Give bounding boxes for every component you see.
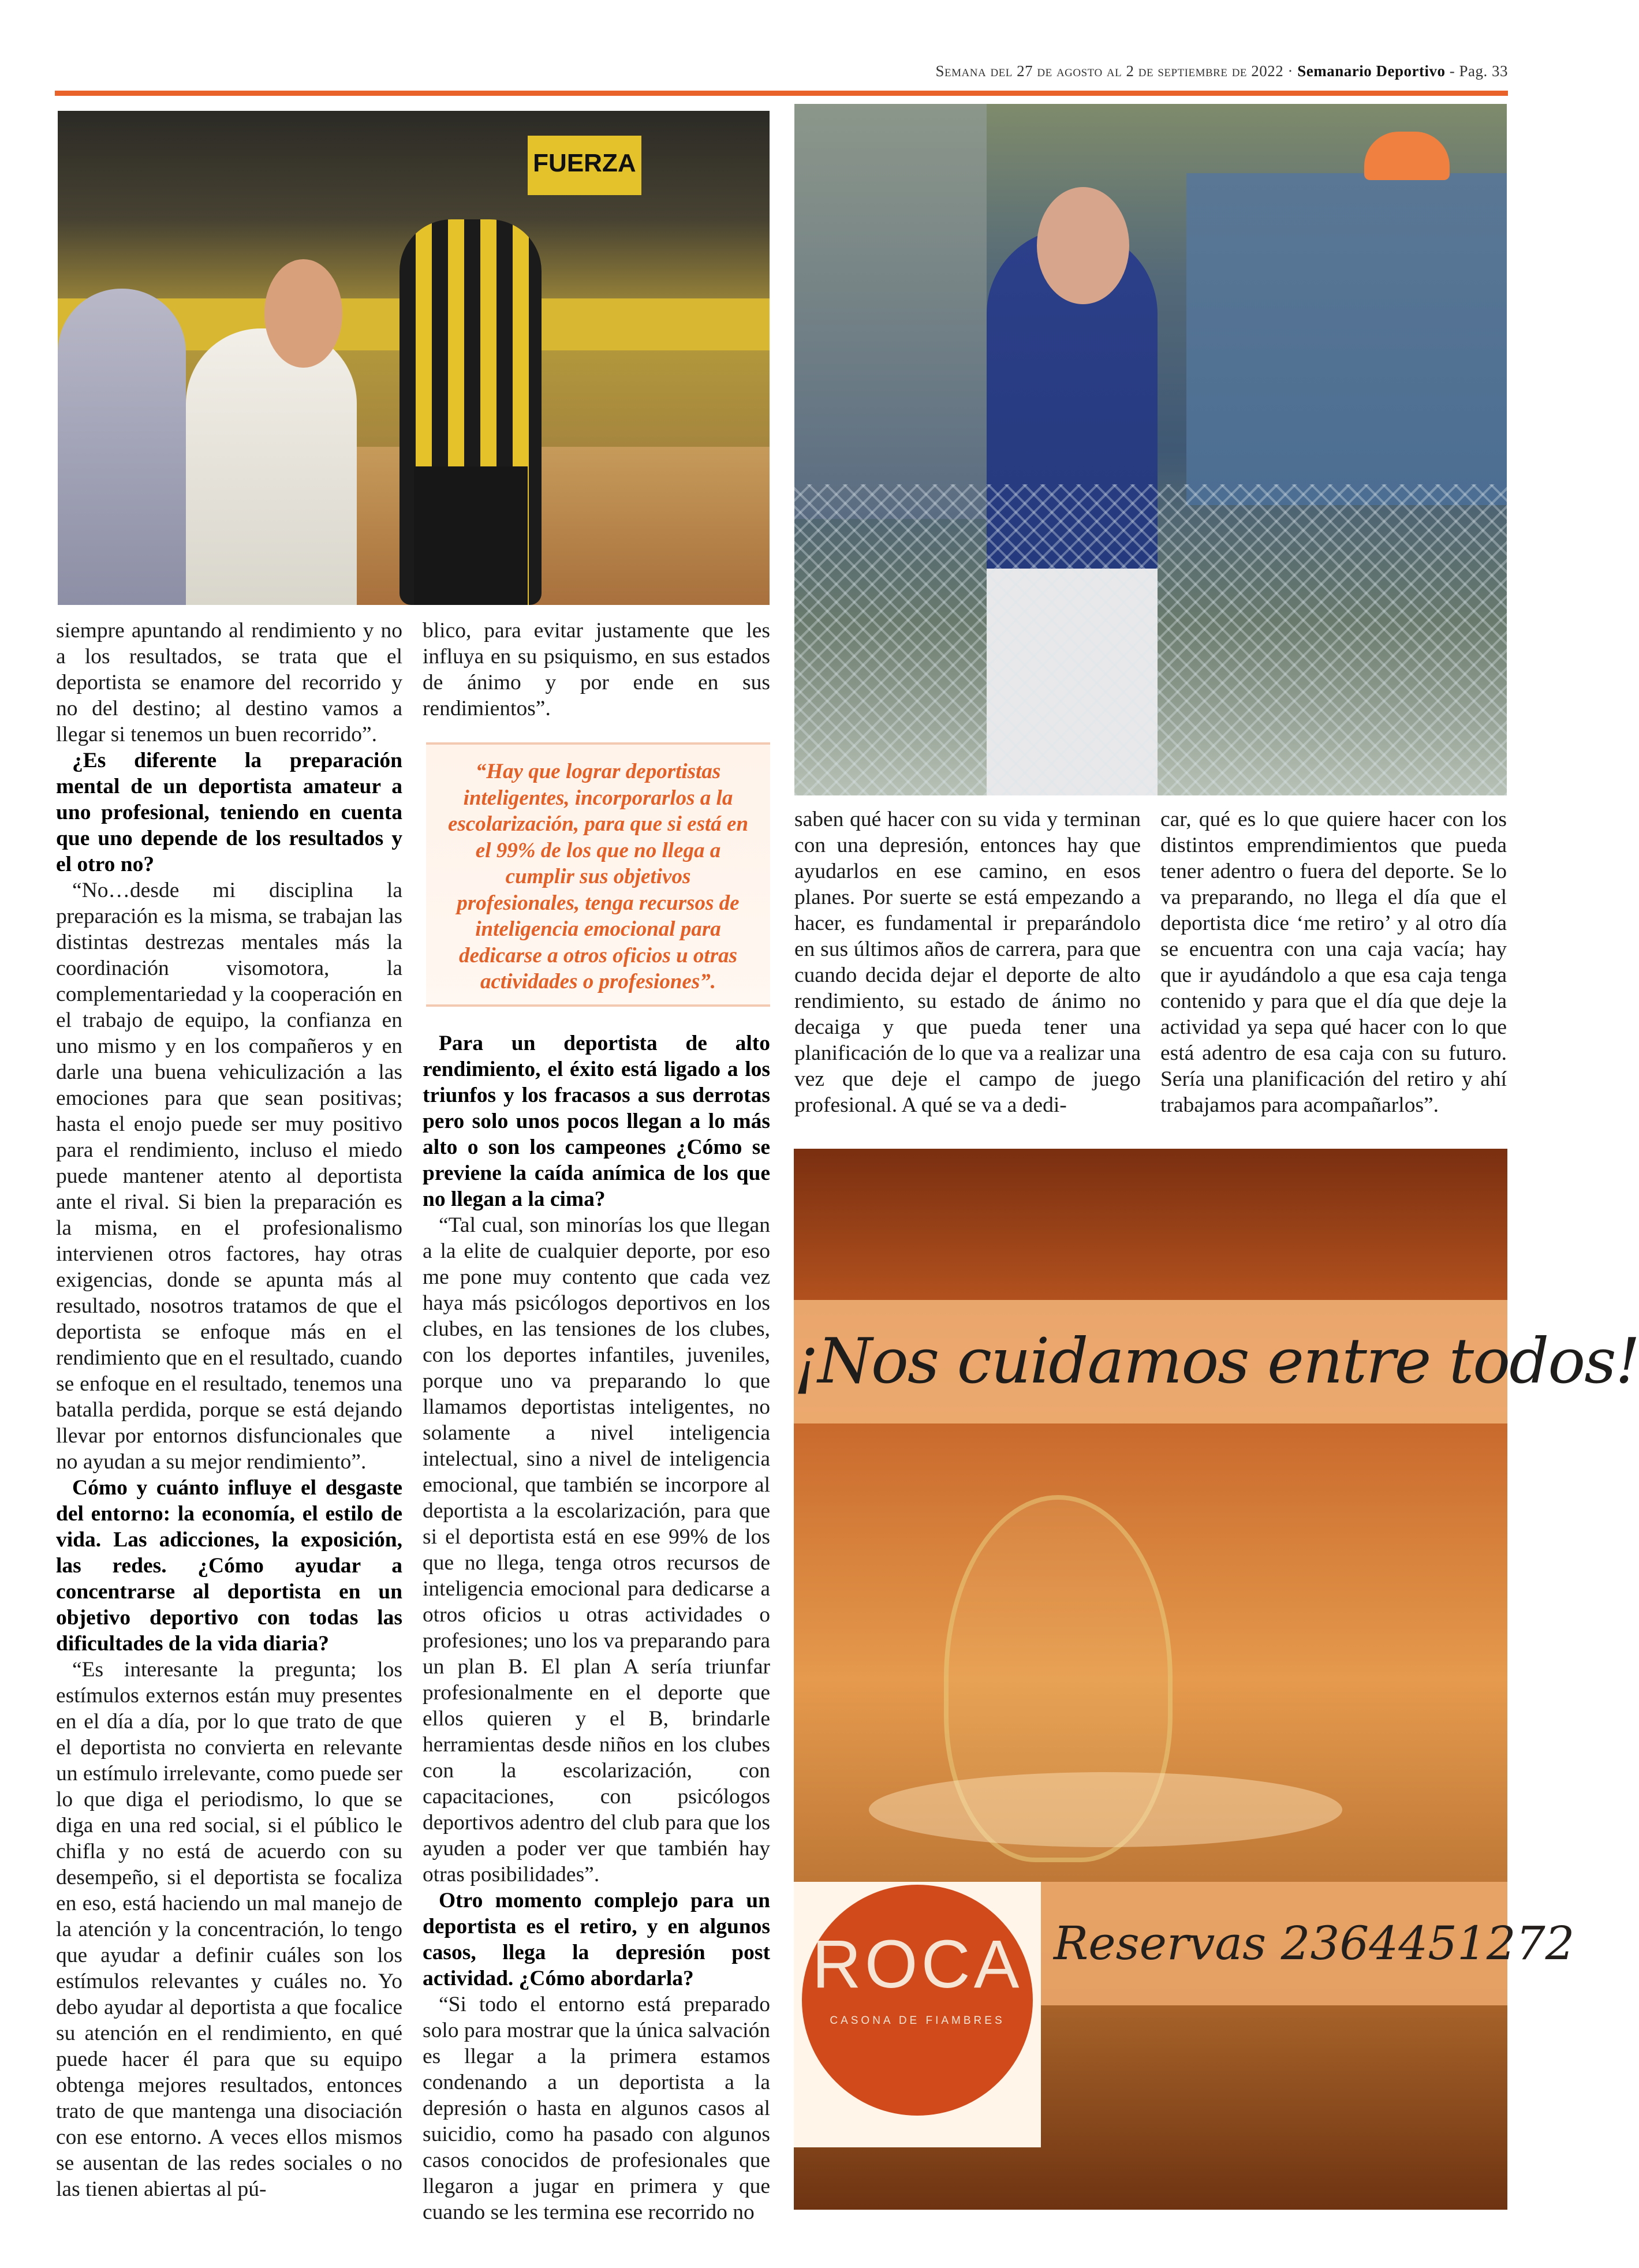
paragraph: car, qué es lo que quiere hacer con los distintos emprendimientos que pueda tener adentro o fuera del deporte. Se lo va preparando, no llega el día que el deportista dice ‘me retiro’ y al otro día se encuentra con una caja vacía; hay que ir ayudándolo a que esa caja tenga contenido y para que el día que deje la actividad ya sepa qué hacer con lo que está adentro de esa caja con su futuro. Sería una planificación del retiro y ahí trabajamos para acompañarlos”. [1160, 808, 1507, 1117]
issue-dates: Semana del 27 de agosto al 2 de septiembre de 2022 · [935, 62, 1294, 80]
article-column-1 [56, 618, 402, 2202]
question: Otro momento complejo para un deportista es el retiro, y en algunos casos, llega la depresión post actividad. ¿Cómo abordarla? [423, 1889, 770, 1990]
paragraph: “Si todo el entorno está preparado solo para mostrar que la única salvación es llegar a la primera estamos condenando a un deportista a la depresión o hasta en algunos casos al suicidio, como ha pasado con algunos casos conocidos de profesionales que llegaron a jugar en primera y que cuando se les termina ese recorrido no [423, 1993, 770, 2224]
logo-text: ROCA [812, 1926, 1023, 2002]
ad-slogan: ¡Nos cuidamos entre todos! [794, 1325, 1639, 1398]
question: Cómo y cuánto influye el desgaste del entorno: la economía, el estilo de vida. Las adicciones, la exposición, las redes. ¿Cómo ayudar a concentrarse al deportista en un objetivo deportivo con todas las dificultades de la vida diaria? [56, 1476, 402, 1656]
article-column-4 [1160, 806, 1507, 1118]
paragraph: “No…desde mi disciplina la preparación es la misma, se trabajan las distintas destrezas mentales más la coordinación visomotora, la complementariedad y la cooperación en el trabajo de equipo, la confianza en uno mismo y en los compañeros y en darle una buena vehiculización a las emociones para que sean positivas; hasta el enojo puede ser muy positivo para el rendimiento, incluso el miedo puede mantener atento al deportista ante el rival. Si bien la preparación es la misma, en el profesionalismo intervienen otros factores, hay otras exigencias, donde se apunta más al resultado, nosotros tratamos de que el deportista se enfoque más en el rendimiento que en el resultado, cuando se enfoque en el resultado, tenemos una batalla perdida, porque se está dejando llevar por entornos disfuncionales que no ayudan a su mejor rendimiento”. [56, 879, 402, 1474]
coach-head [264, 259, 343, 368]
article-column-3 [794, 806, 1141, 1118]
paragraph: siempre apuntando al rendimiento y no a los resultados, se trata que el deportista se enamore del recorrido y no del destino; al destino vamos a llegar si tenemos un buen recorrido”. [56, 619, 402, 746]
man-head [1037, 187, 1129, 305]
basketball-photo [58, 111, 770, 605]
question: ¿Es diferente la preparación mental de un deportista amateur a uno profesional, teniendo en cuenta que uno depende de los resultados y el otro no? [56, 749, 402, 876]
header-rule [55, 91, 1508, 96]
page-number: - Pag. 33 [1445, 62, 1508, 80]
question: Para un deportista de alto rendimiento, el éxito está ligado a los triunfos y los fracasos a sus derrotas pero solo unos pocos llegan a lo más alto o son los campeones ¿Cómo se previene la caída anímica de los que no llegan a la cima? [423, 1032, 770, 1211]
assistant-coach-figure [58, 289, 186, 605]
player-shorts [414, 466, 528, 605]
orange-cap [1364, 132, 1450, 180]
coach-figure [186, 328, 357, 605]
reservas-phone: Reservas 2364451272 [1054, 1916, 1575, 1970]
crowd-photo [794, 104, 1507, 795]
paragraph: blico, para evitar justamente que les influya en su psiquismo, en sus estados de ánimo y por ende en sus rendimientos”. [423, 619, 770, 720]
article-column-2-top [423, 618, 770, 722]
publication-name: Semanario Deportivo [1297, 62, 1446, 80]
paragraph: “Es interesante la pregunta; los estímulos externos están muy presentes en el día a día, por lo que trato de que el deportista no convierta en relevante un estímulo irrelevante, como puede ser lo que diga el periodismo, lo que se diga en una red social, si el público le chifla y no está de acuerdo con su desempeño, si el deportista se focaliza en eso, está haciendo un mal manejo de la atención y la concentración, lo tengo que ayudar a definir cuáles son los estímulos relevantes y cuáles no. Yo debo ayudar al deportista a que focalice su atención en el rendimiento, en qué puede hacer él para que su equipo obtenga mejores resultados, entonces trato de que mantenga una disociación con ese entorno. A veces ellos mismos se ausentan de las redes sociales o no las tienen abiertas al pú- [56, 1658, 402, 2201]
article-column-2 [423, 1030, 770, 2225]
crowd-right [1186, 173, 1507, 505]
crowd-left [794, 104, 987, 519]
logo-subtitle: CASONA DE FIAMBRES [830, 2015, 1005, 2027]
plate-image [869, 1772, 1342, 1847]
arena-sign: FUERZA [528, 136, 641, 195]
paragraph: saben qué hacer con su vida y terminan con una depresión, entonces hay que ayudarlos en ese camino, en esos planes. Por suerte se está empezando a hacer, es fundamental ir preparándolo en sus últimos años de carrera, para que cuando decida dejar el deporte de alto rendimiento, su estado de ánimo no decaiga y que pueda tener una planificación de lo que va a realizar una vez que deje el campo de juego profesional. A qué se va a dedi- [794, 808, 1141, 1117]
roca-advertisement [794, 1149, 1639, 2210]
paragraph: “Tal cual, son minorías los que llegan a la elite de cualquier deporte, por eso me pone muy contento que cada vez haya más psicólogos deportivos en los clubes, en las tensiones de los clubes, con los deportes infantiles, juveniles, porque uno va preparando lo que llamamos deportistas inteligentes, no solamente a nivel inteligencia intelectual, sino a nivel de inteligencia emocional, que también se incorpore al deportista a la escolarización, para que si el deportista está en ese 99% de los que no llega, tenga otros recursos de inteligencia emocional para dedicarse a otros oficios u otras actividades o profesiones; uno los va preparando para un plan B. El plan A sería triunfar profesionalmente en el deporte que ellos quieren y el B, brindarle herramientas desde niños en los clubes con la escolarización, con capacitaciones, con psicólogos deportivos adentro del club para que los ayuden a poder ver que también hay otras posibilidades”. [423, 1213, 770, 1886]
pull-quote: “Hay que lograr deportistas inteligentes, incorporarlos a la escolarización, para que si está en el 99% de los que no llega a cumplir sus objetivos profesionales, tenga recursos de inteligencia emocional para dedicarse a otros oficios u otras actividades o profesiones”. [426, 742, 770, 1007]
page-header [55, 62, 1508, 91]
wire-fence [794, 484, 1507, 795]
